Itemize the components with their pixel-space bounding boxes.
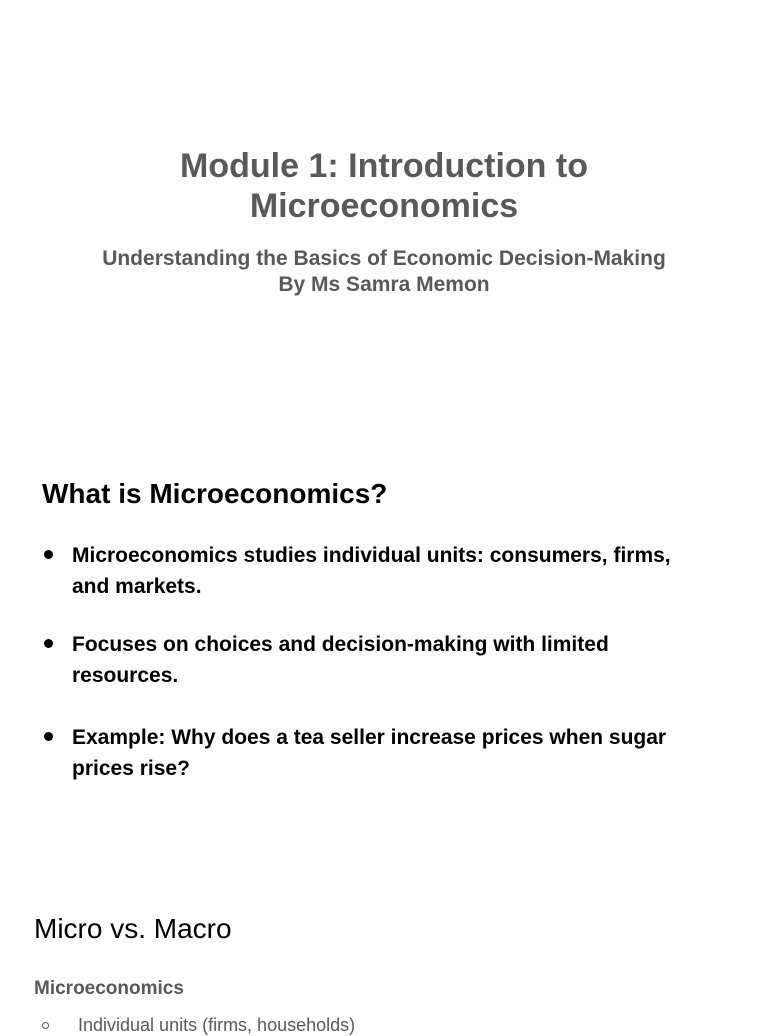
bullet-item-definition: [42, 540, 732, 602]
author-line: By Ms Samra Memon: [278, 273, 490, 296]
bullet-text-line-1: Focuses on choices and decision-making with limited: [72, 633, 609, 656]
bullet-dot-icon: [44, 639, 53, 648]
microeconomics-column-heading: Microeconomics: [34, 978, 184, 999]
hollow-bullet-icon: [42, 1022, 49, 1029]
micro-point-text: Individual units (firms, households): [78, 1015, 356, 1035]
micro-point-individual-units: [34, 1014, 355, 1036]
bullet-text-line-1: Microeconomics studies individual units: consumers, firms,: [72, 544, 671, 567]
module-subtitle: [0, 246, 768, 298]
module-title-line-2: Microeconomics: [249, 187, 519, 225]
micro-vs-macro-heading: Micro vs. Macro: [34, 913, 232, 944]
bullet-text-line-2: and markets.: [72, 575, 202, 598]
bullet-item-example: [42, 722, 732, 784]
bullet-text-line-2: prices rise?: [72, 757, 190, 780]
bullet-item-focus: [42, 629, 732, 691]
title-slide: [0, 0, 768, 430]
module-title-line-1: Module 1: Introduction to: [180, 147, 588, 185]
bullet-text-line-1: Example: Why does a tea seller increase prices when sugar: [72, 726, 667, 749]
subtitle-line-1: Understanding the Basics of Economic Decision-Making: [102, 247, 666, 270]
bullet-dot-icon: [44, 550, 53, 559]
module-title: [0, 146, 768, 226]
bullet-dot-icon: [44, 732, 53, 741]
what-is-microeconomics-heading: What is Microeconomics?: [42, 478, 388, 509]
bullet-text-line-2: resources.: [72, 664, 179, 687]
